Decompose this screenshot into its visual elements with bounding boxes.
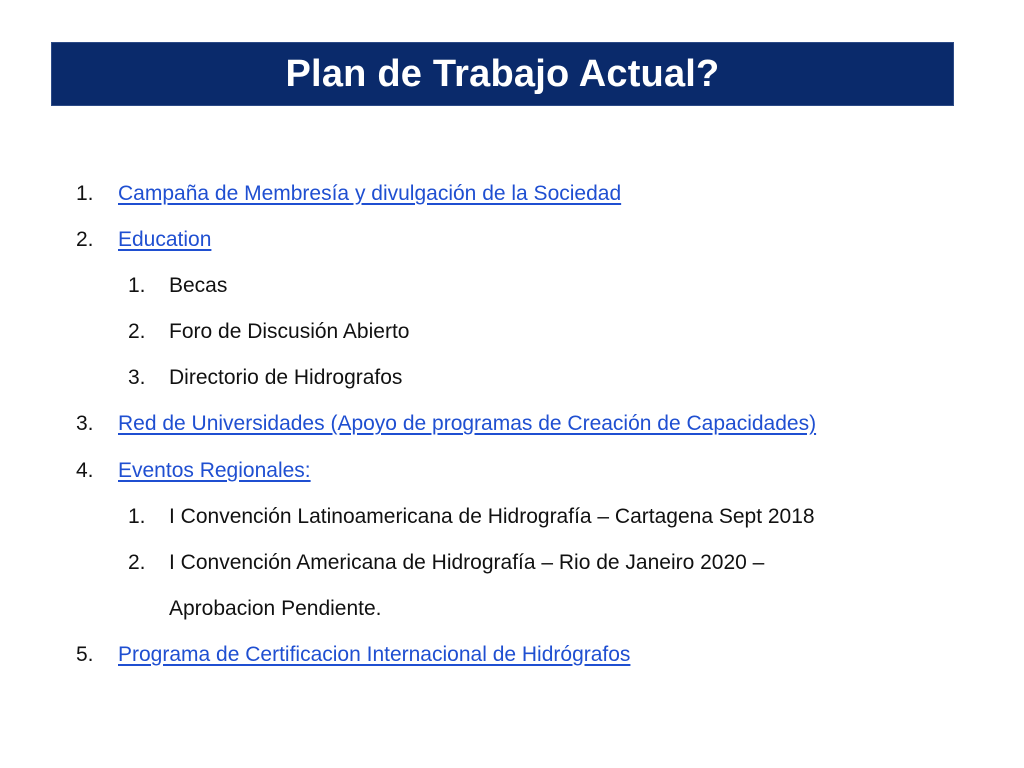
list-number: 5. <box>76 643 94 666</box>
sublist-item-convention-rio-continued: Aprobacion Pendiente. <box>169 597 382 620</box>
link-education[interactable]: Education <box>118 228 212 251</box>
slide-title: Plan de Trabajo Actual? <box>285 52 720 95</box>
sublist-number: 2. <box>128 551 146 574</box>
list-number: 4. <box>76 459 94 482</box>
sublist-number: 1. <box>128 505 146 528</box>
link-membership-campaign[interactable]: Campaña de Membresía y divulgación de la Sociedad <box>118 182 622 205</box>
sublist-item-directory: Directorio de Hidrografos <box>169 366 403 389</box>
sublist-item-convention-cartagena: I Convención Latinoamericana de Hidrografía – Cartagena Sept 2018 <box>169 505 815 528</box>
sublist-number: 1. <box>128 274 146 297</box>
link-university-network[interactable]: Red de Universidades (Apoyo de programas de Creación de Capacidades) <box>118 412 817 435</box>
sublist-item-forum: Foro de Discusión Abierto <box>169 320 410 343</box>
sublist-number: 3. <box>128 366 146 389</box>
sublist-number: 2. <box>128 320 146 343</box>
list-number: 3. <box>76 412 94 435</box>
link-certification-program[interactable]: Programa de Certificacion Internacional de Hidrógrafos <box>118 643 631 666</box>
sublist-item-becas: Becas <box>169 274 228 297</box>
sublist-item-convention-rio: I Convención Americana de Hidrografía – Rio de Janeiro 2020 – <box>169 551 765 574</box>
link-regional-events[interactable]: Eventos Regionales: <box>118 459 311 482</box>
list-number: 2. <box>76 228 94 251</box>
list-number: 1. <box>76 182 94 205</box>
